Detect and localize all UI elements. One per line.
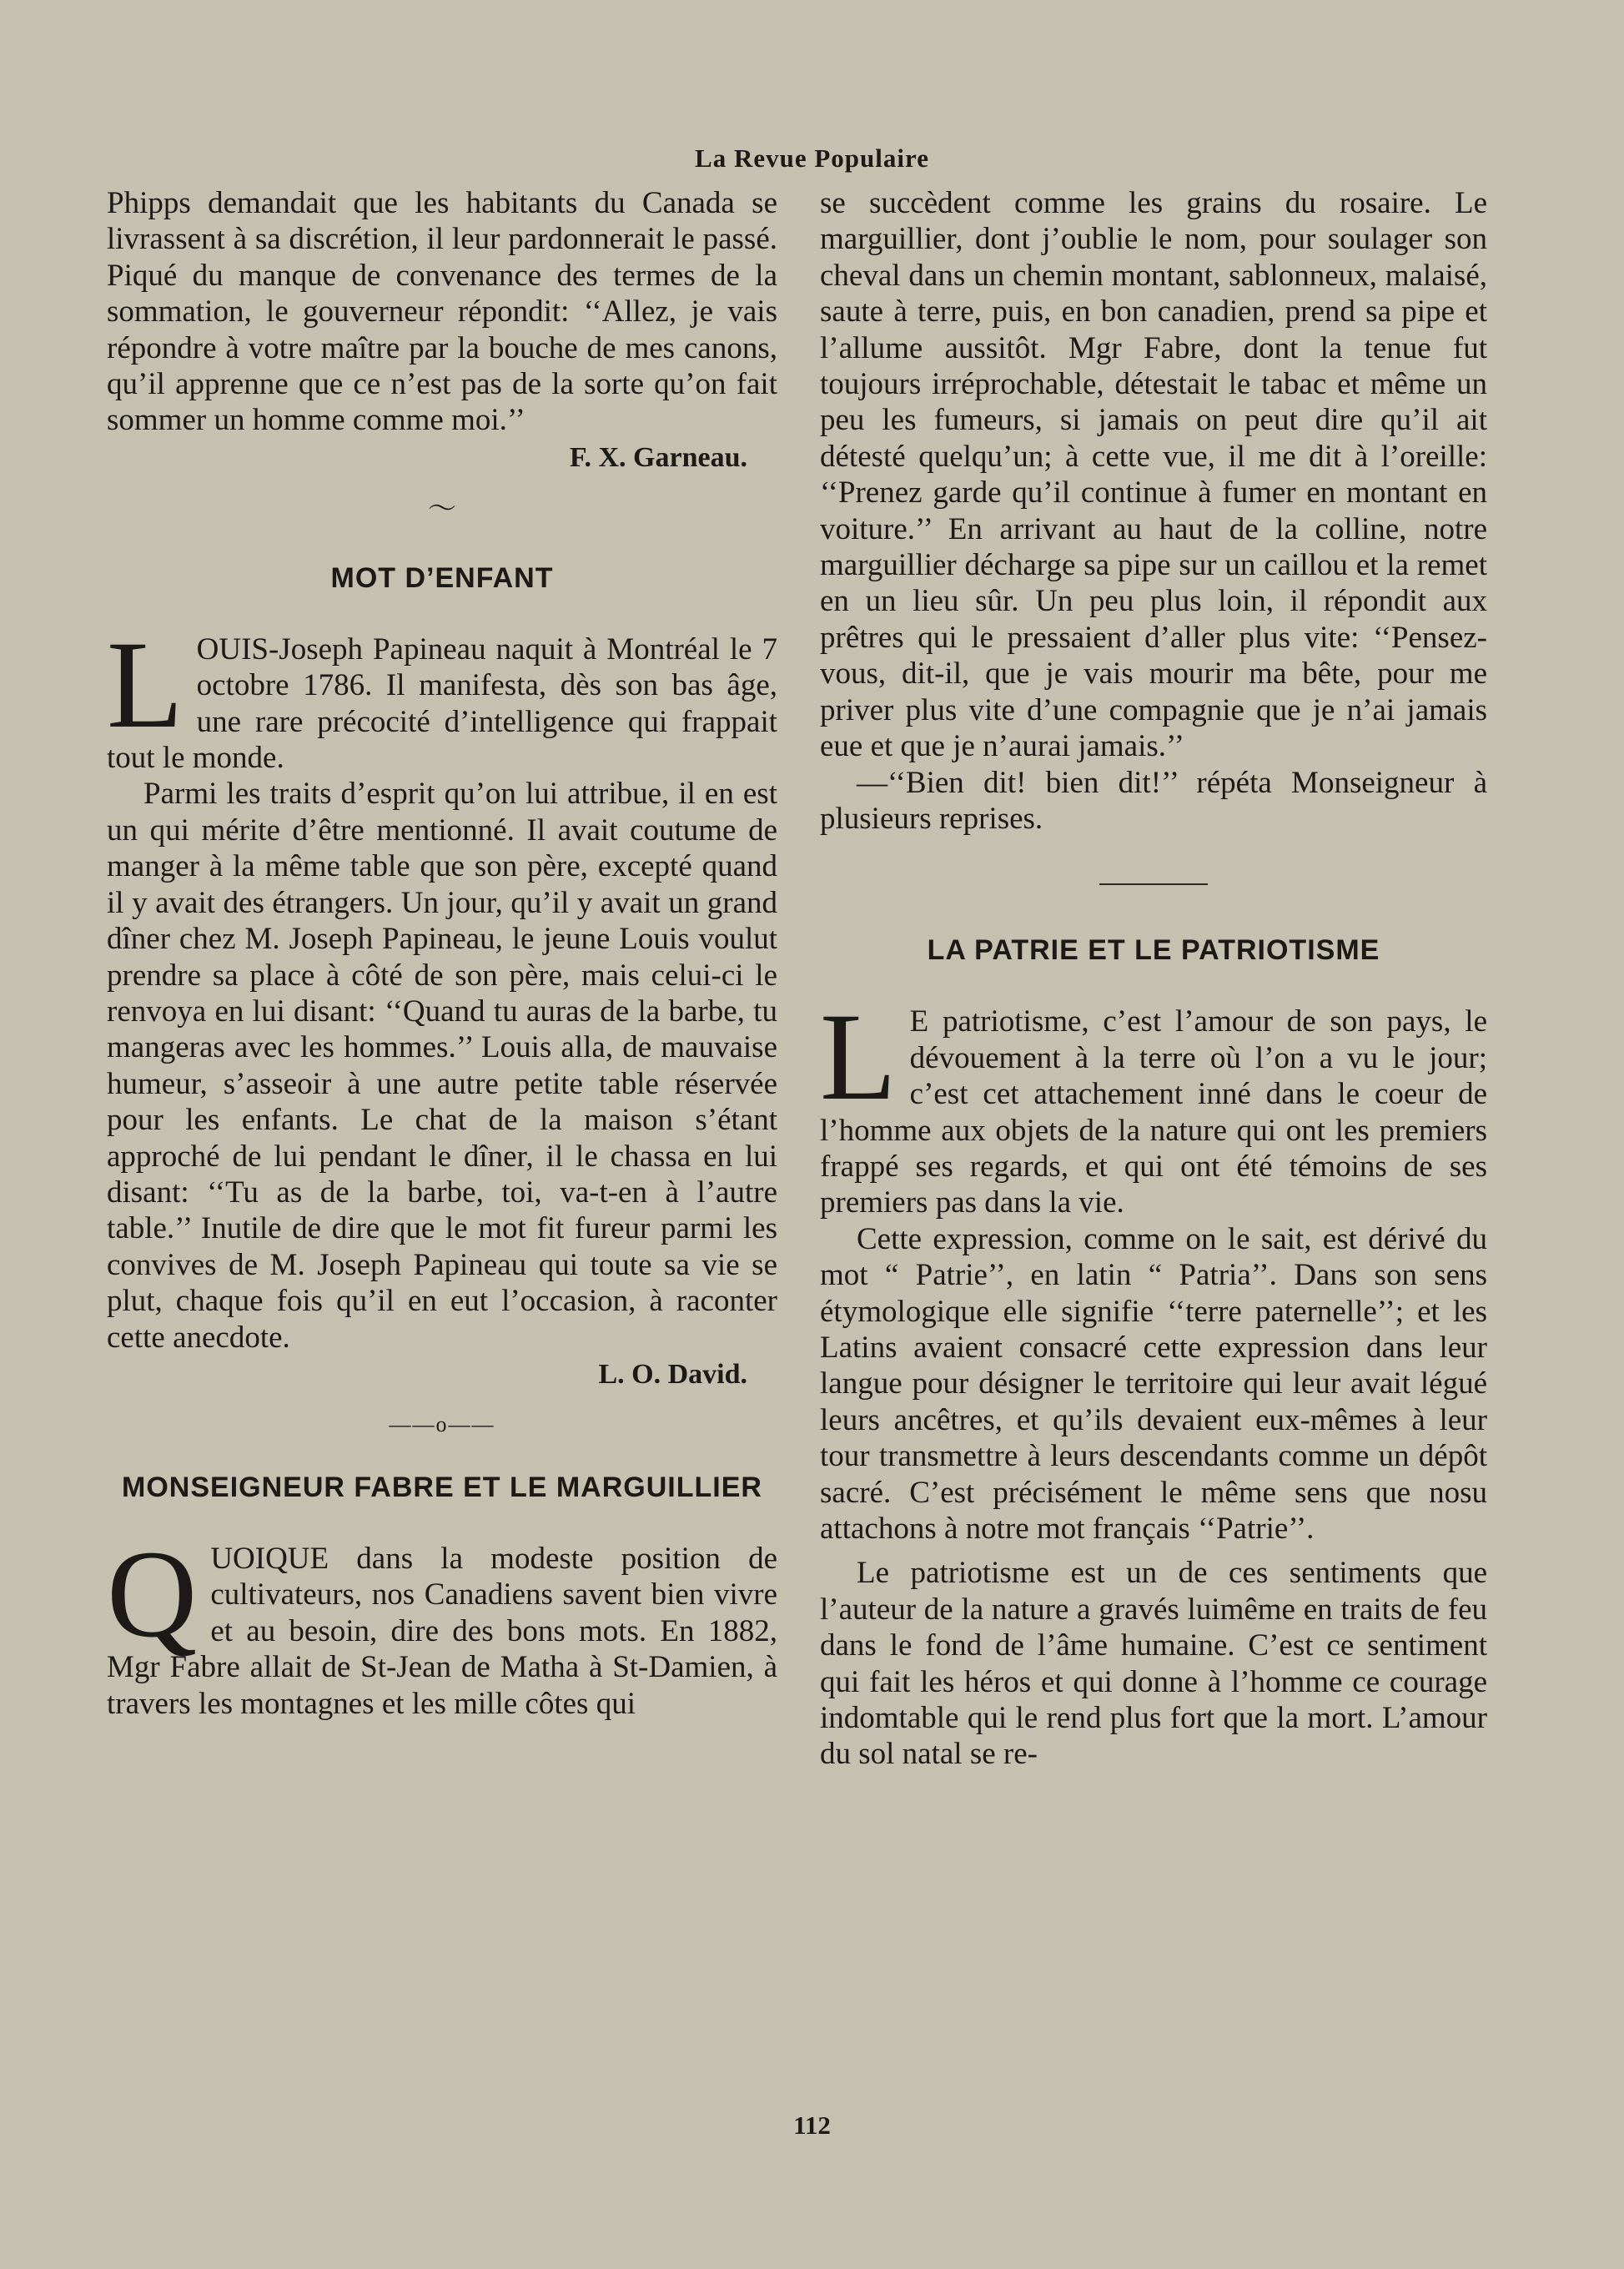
article-paragraph: Parmi les traits d’esprit qu’on lui attribue, il en est un qui mérite d’être mentionné. Il avait coutume de manger à la même table que son père, excepté quand il y avait des étrangers. Un jour, qu’il y avait un grand dîner chez M. Joseph Papineau, le jeune Louis voulut prendre sa place à côté de son père, mais celui-ci le renvoya en lui disant: ‘‘Quand tu auras de la barbe, tu mangeras avec les hommes.’’ Louis alla, de mauvaise humeur, s’asseoir à une autre petite table réservée pour les enfants. Le chat de la maison s’étant approché de lui pendant le dîner, il le chassa en lui disant: ‘‘Tu as de la barbe, toi, va-t-en à l’autre table.’’ Inutile de dire que le mot fit fureur parmi les convives de M. Joseph Papineau qui toute sa vie se plut, chaque fois qu’il en eut l’occasion, à raconter cette anecdote.	[107, 777, 777, 1355]
article-signature: L. O. David.	[598, 1358, 747, 1390]
article-title-mot-d-enfant: MOT D’ENFANT	[330, 561, 554, 594]
article-title-monseigneur-fabre: MONSEIGNEUR FABRE ET LE MARGUILLIER	[122, 1471, 762, 1503]
right-column	[820, 185, 1487, 1773]
article-la-patrie	[820, 988, 1487, 1773]
intro-signature: F. X. Garneau.	[569, 441, 747, 473]
article-monseigneur-fabre	[107, 1524, 777, 1722]
article-paragraph: UOIQUE dans la modeste position de cultivateurs, nos Canadiens savent bien vivre et au besoin, dire des bons mots. En 1882, Mgr Fabre allait de St-Jean de Matha à St-Damien, à travers les montagnes et les mille côtes qui	[107, 1541, 777, 1721]
running-title: La Revue Populaire	[695, 143, 929, 173]
drop-cap: Q	[107, 1524, 198, 1663]
intro-paragraph: Phipps demandait que les habitants du Canada se livrassent à sa discrétion, il leur pardonnerait le passé. Piqué du manque de convenance des termes de la sommation, le gouverneur répondit: ‘‘Allez, je vais répondre à votre maître par la bouche de mes canons, qu’il apprenne que ce n’est pas de la sorte qu’on fait sommer un homme comme moi.’’	[107, 186, 777, 438]
article-paragraph: E patriotisme, c’est l’amour de son pays, le dévouement à la terre où l’on a vu le jour; c’est cet attachement inné dans le coeur de l’homme aux objets de la nature qui ont les premiers frappé ses regards, et qui ont été témoins de ses premiers pas dans la vie.	[820, 1004, 1487, 1220]
page-number: 112	[793, 2111, 831, 2140]
article-paragraph: Le patriotisme est un de ces sentiments que l’auteur de la nature a gravés luimême en traits de feu dans le fond de l’âme humaine. C’est ce sentiment qui fait les héros et qui donne à l’homme ce courage indomtable qui le rend plus fort que la mort. L’amour du sol natal se re-	[820, 1556, 1487, 1772]
article-closing-quote: —‘‘Bien dit! bien dit!’’ répéta Monseigneur à plusieurs reprises.	[820, 765, 1487, 836]
drop-cap: L	[107, 615, 184, 754]
rule-separator	[1099, 883, 1208, 885]
left-column	[107, 185, 777, 1722]
circle-separator: ——o——	[389, 1411, 495, 1436]
article-paragraph-continued: se succèdent comme les grains du rosaire. Le marguillier, dont j’oublie le nom, pour soulager son cheval dans un chemin montant, sablonneux, malaisé, saute à terre, puis, en bon canadien, prend sa pipe et l’allume aussitôt. Mgr Fabre, dont la tenue fut toujours irréprochable, détestait le tabac et même un peu les fumeurs, si jamais on peut dire qu’il ait détesté quelqu’un; à cette vue, il me dit à l’oreille: ‘‘Prenez garde qu’il continue à fumer en montant en voiture.’’ En arrivant au haut de la colline, notre marguillier décharge sa pipe sur un caillou et la remet en un lieu sûr. Un peu plus loin, il répondit aux prêtres qui le pressaient d’aller plus vite: ‘‘Pensez-vous, dit-il, que je vais mourir ma bête, pour me priver plus vite d’une compagnie que je n’ai jamais eue et que je n’aurai jamais.’’	[820, 186, 1487, 764]
article-paragraph: Cette expression, comme on le sait, est dérivé du mot “ Patrie’’, en latin “ Patria’’. Dans son sens étymologique elle signifie ‘‘terre paternelle’’; et les Latins avaient consacré cette expression dans leur langue pour désigner le territoire qui leur avait légué leurs ancêtres, et qu’ils devaient eux-mêmes à leur tour transmettre à leurs descendants comme un dépôt sacré. C’est précisément le même sens que nosu attachons à notre mot français ‘‘Patrie’’.	[820, 1221, 1487, 1546]
drop-cap: L	[820, 988, 897, 1127]
article-paragraph: OUIS-Joseph Papineau naquit à Montréal le 7 octobre 1786. Il manifesta, dès son bas âge, une rare précocité d’intelligence qui frappait tout le monde.	[107, 631, 777, 776]
wave-separator: 〜	[428, 493, 456, 525]
article-title-la-patrie: LA PATRIE ET LE PATRIOTISME	[927, 934, 1380, 967]
article-mot-d-enfant	[107, 615, 777, 1356]
